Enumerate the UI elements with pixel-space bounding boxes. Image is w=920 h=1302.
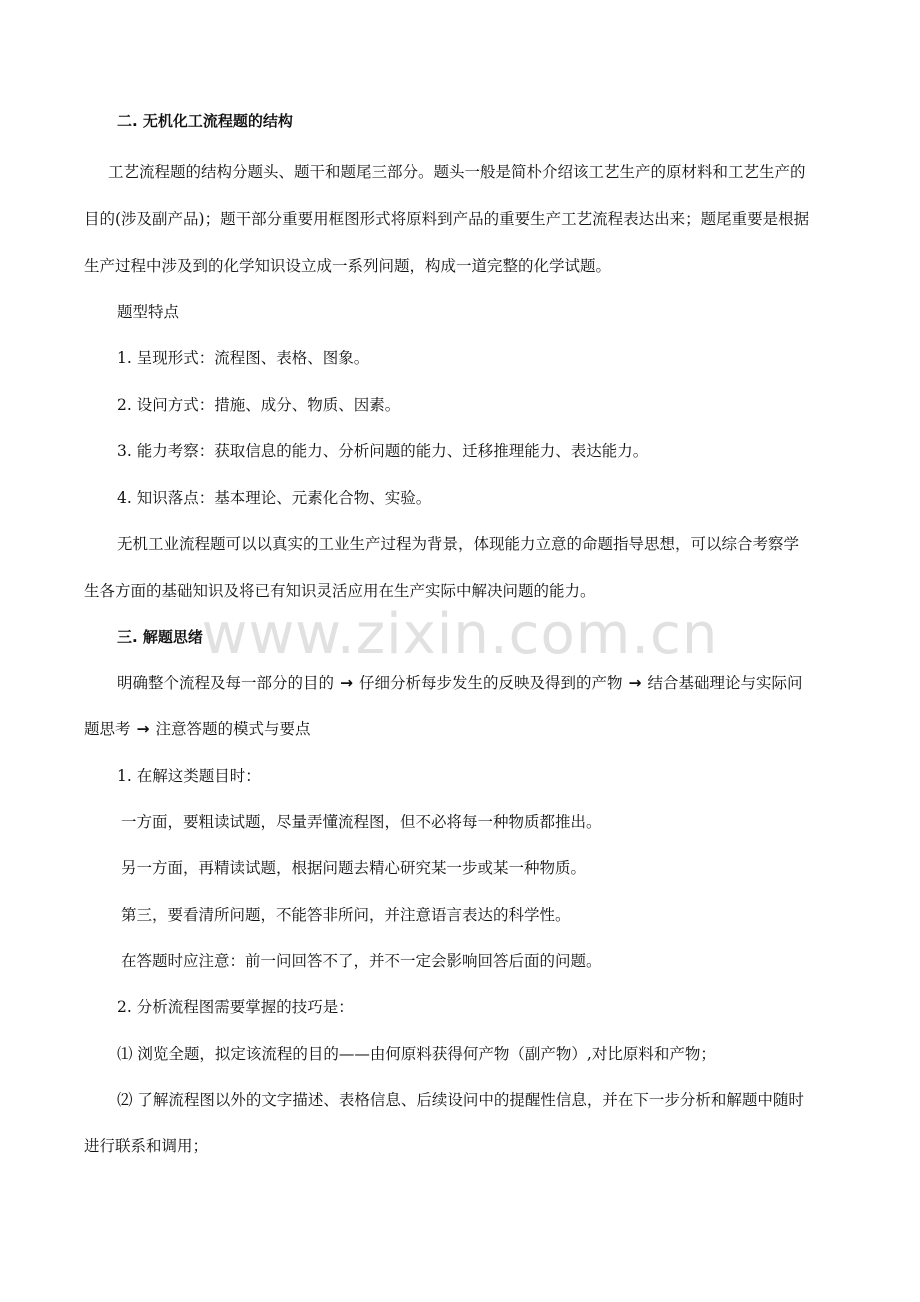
section-2-heading: 二. 无机化工流程题的结构 (117, 112, 293, 130)
point-2-item: ⑴ 浏览全题，拟定该流程的目的——由何原料获得何产物（副产物）,对比原料和产物； (117, 1045, 716, 1063)
arrow-right-icon: → (628, 674, 642, 692)
point-1-item: 一方面，要粗读试题，尽量弄懂流程图，但不必将每一种物质都推出。 (121, 813, 602, 831)
flow-step-2: 仔细分析每步发生的反映及得到的产物 (359, 674, 623, 692)
solution-flow-line (84, 718, 311, 740)
point-2-title: 2. 分析流程图需要掌握的技巧是： (117, 998, 354, 1016)
solution-flow-line (117, 672, 803, 694)
point-2-item: ⑵ 了解流程图以外的文字描述、表格信息、后续设问中的提醒性信息，并在下一步分析和解题中随时 (117, 1091, 804, 1109)
section-2-intro-line: 工艺流程题的结构分题头、题干和题尾三部分。题头一般是简朴介绍该工艺生产的原材料和工艺生产的 (108, 163, 806, 181)
watermark: www.zixin.com.cn (201, 602, 719, 667)
section-2-summary-line: 生各方面的基础知识及将已有知识灵活应用在生产实际中解决问题的能力。 (84, 582, 596, 600)
arrow-right-icon: → (136, 720, 150, 738)
point-1-item: 第三，要看清所问题，不能答非所问，并注意语言表达的科学性。 (121, 906, 571, 924)
section-3-heading: 三. 解题思绪 (117, 628, 203, 646)
feature-item: 2. 设问方式：措施、成分、物质、因素。 (117, 396, 401, 414)
arrow-right-icon: → (340, 674, 354, 692)
section-2-intro-line: 生产过程中涉及到的化学知识设立成一系列问题，构成一道完整的化学试题。 (84, 257, 612, 275)
features-title: 题型特点 (117, 303, 180, 321)
point-1-title: 1. 在解这类题目时： (117, 767, 261, 785)
flow-step-1: 明确整个流程及每一部分的目的 (117, 674, 335, 692)
point-2-item: 进行联系和调用； (84, 1137, 209, 1155)
section-2-intro-line: 目的(涉及副产品)；题干部分重要用框图形式将原料到产品的重要生产工艺流程表达出来；题尾重要是根据 (84, 210, 810, 228)
feature-item: 3. 能力考察：获取信息的能力、分析问题的能力、迁移推理能力、表达能力。 (117, 442, 649, 460)
point-1-item: 在答题时应注意：前一问回答不了，并不一定会影响回答后面的问题。 (121, 952, 602, 970)
flow-step-3: 结合基础理论与实际问 (647, 674, 803, 692)
point-1-item: 另一方面，再精读试题，根据问题去精心研究某一步或某一种物质。 (121, 859, 587, 877)
feature-item: 4. 知识落点：基本理论、元素化合物、实验。 (117, 489, 432, 507)
flow-step-3-continued: 题思考 (84, 720, 131, 738)
feature-item: 1. 呈现形式：流程图、表格、图象。 (117, 349, 370, 367)
section-2-summary-line: 无机工业流程题可以以真实的工业生产过程为背景，体现能力立意的命题指导思想，可以综合考察学 (117, 535, 800, 553)
flow-step-4: 注意答题的模式与要点 (155, 720, 311, 738)
